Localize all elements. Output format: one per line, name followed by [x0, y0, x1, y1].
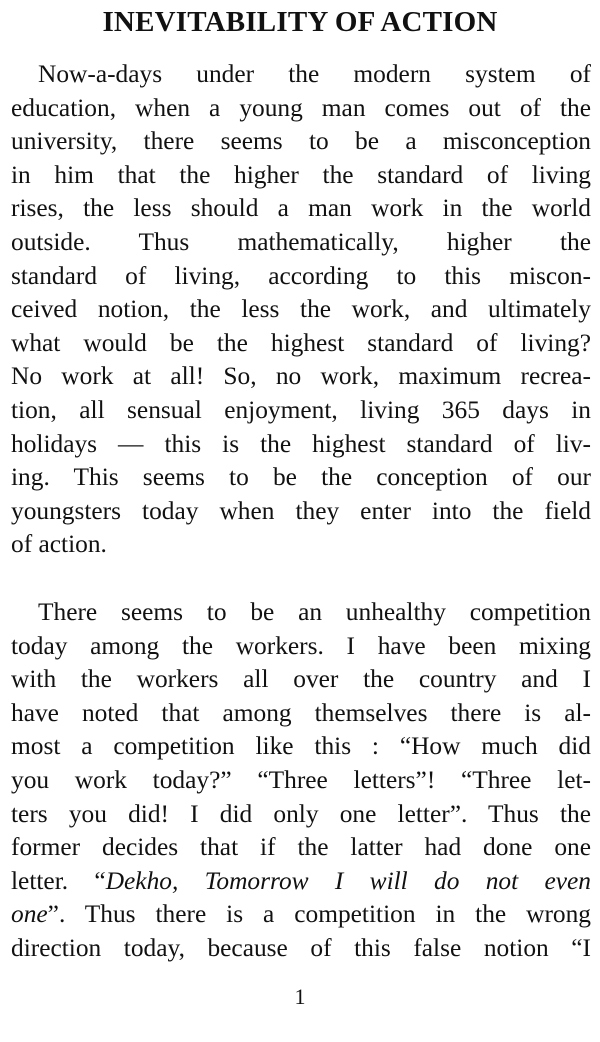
- chapter-title: INEVITABILITY OF ACTION: [102, 6, 498, 38]
- italic-phrase: Dekho, Tomorrow I will do not even: [105, 866, 591, 895]
- text-line: tion, all sensual enjoyment, living 365 days in: [11, 395, 591, 424]
- text-line: ing. This seems to be the conception of our: [11, 463, 591, 492]
- text-line: university, there seems to be a misconception: [11, 127, 591, 156]
- text-line: with the workers all over the country and I: [11, 665, 591, 694]
- text-line: outside. Thus mathematically, higher the: [11, 227, 591, 256]
- text-line: ceived notion, the less the work, and ultimately: [11, 295, 591, 324]
- page-number: 1: [294, 984, 306, 1009]
- text-line: standard of living, according to this miscon-: [11, 261, 591, 290]
- text-line: holidays — this is the highest standard of liv-: [11, 429, 591, 458]
- paragraph-1: [11, 58, 591, 562]
- text-run: letter. “: [11, 866, 106, 895]
- text-line: ters you did! I did only one letter”. Thus the: [11, 799, 591, 828]
- text-line: former decides that if the latter had done one: [11, 833, 591, 862]
- text-line: There seems to be an unhealthy competition: [38, 598, 591, 626]
- text-line: education, when a young man comes out of the: [11, 93, 591, 122]
- text-line: what would be the highest standard of living?: [11, 328, 591, 357]
- text-line: youngsters today when they enter into the field: [11, 496, 591, 525]
- text-line-italic: [11, 898, 591, 932]
- text-line: have noted that among themselves there is al-: [11, 698, 591, 727]
- text-line: most a competition like this : “How much did: [11, 732, 591, 761]
- text-line: you work today?” “Three letters”! “Three let-: [11, 765, 591, 794]
- text-run: ”. Thus there is a competition in the wrong: [47, 900, 591, 929]
- text-line-italic: [11, 865, 591, 899]
- text-line: of action.: [11, 530, 107, 559]
- text-line: No work at all! So, no work, maximum recrea-: [11, 362, 591, 391]
- paragraph-2: [11, 596, 591, 966]
- text-line: today among the workers. I have been mixing: [11, 631, 591, 660]
- italic-phrase: one: [11, 900, 48, 929]
- text-line: direction today, because of this false notion “I: [11, 933, 591, 962]
- text-line: rises, the less should a man work in the world: [11, 194, 591, 223]
- text-line: Now-a-days under the modern system of: [38, 60, 591, 88]
- text-line: in him that the higher the standard of living: [11, 160, 591, 189]
